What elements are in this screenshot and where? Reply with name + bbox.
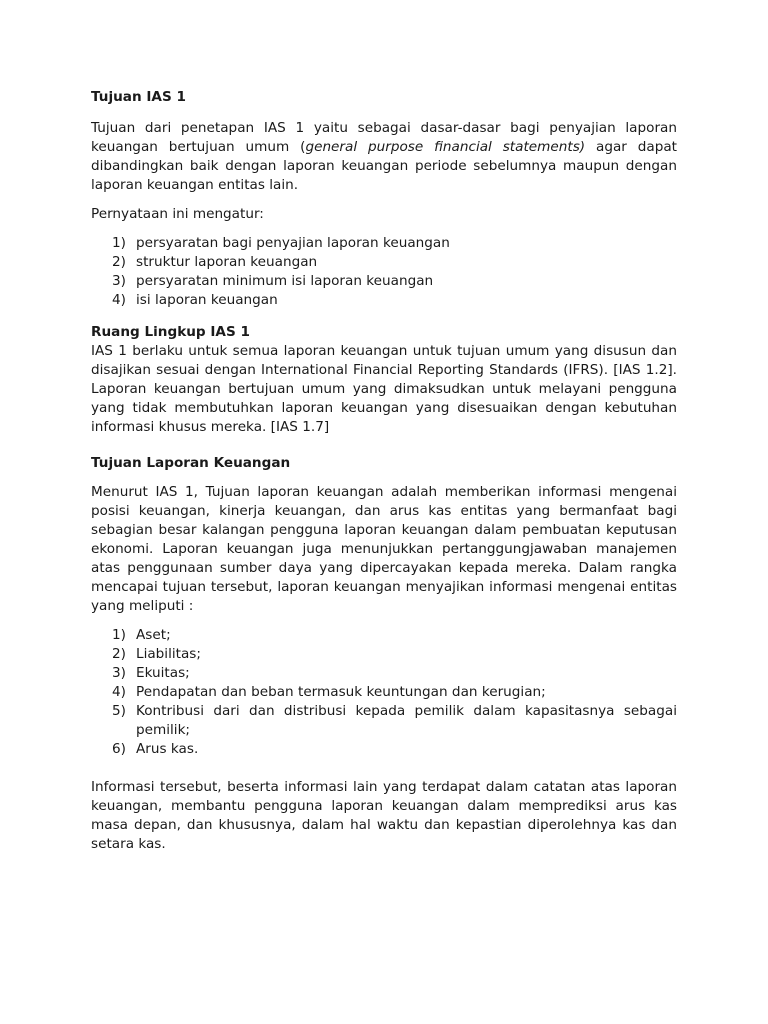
list-item-text: Kontribusi dari dan distribusi kepada pemilik dalam kapasitasnya sebagai pemilik; (136, 703, 677, 738)
list-item-text: persyaratan minimum isi laporan keuangan (136, 273, 434, 289)
list-item (91, 626, 677, 645)
list-item-text: Pendapatan dan beban termasuk keuntungan dan kerugian; (136, 684, 546, 700)
list-item-text: persyaratan bagi penyajian laporan keuangan (136, 235, 450, 251)
list-item-text: Arus kas. (136, 741, 199, 757)
list-item-number: 1) (112, 627, 126, 643)
document-page (91, 88, 677, 854)
paragraph-text: agar dapat dibandingkan baik dengan laporan keuangan periode sebelumnya maupun dengan laporan keuangan entitas lain. (91, 139, 677, 193)
paragraph-tujuan-ias-1 (91, 119, 677, 195)
list-item-number: 4) (112, 684, 126, 700)
paragraph-ruang-lingkup: IAS 1 berlaku untuk semua laporan keuangan untuk tujuan umum yang disusun dan disajikan sesuai dengan International Financial Reporting Standards (IFRS). [IAS 1.2]. Laporan keuangan bertujuan umum yang dimaksudkan untuk melayani pengguna yang tidak membutuhkan laporan keuangan yang disesuaikan dengan kebutuhan informasi khusus mereka. [IAS 1.7] (91, 343, 677, 435)
list-item-number: 3) (112, 665, 126, 681)
list-item-number: 2) (112, 646, 126, 662)
list-item (91, 272, 677, 291)
list-item-text: Liabilitas; (136, 646, 201, 662)
paragraph-closing: Informasi tersebut, beserta informasi lain yang terdapat dalam catatan atas laporan keuangan, membantu pengguna laporan keuangan dalam memprediksi arus kas masa depan, dan khususnya, dalam hal waktu dan kepastian diperolehnya kas dan setara kas. (91, 779, 677, 852)
list-item (91, 291, 677, 310)
heading-ruang-lingkup: Ruang Lingkup IAS 1 (91, 324, 250, 340)
list-item (91, 664, 677, 683)
list-item-number: 6) (112, 741, 126, 757)
list-item (91, 683, 677, 702)
list-informasi-entitas (91, 626, 677, 759)
paragraph-intro: Pernyataan ini mengatur: (91, 206, 264, 222)
list-item (91, 740, 677, 759)
list-item (91, 702, 677, 740)
paragraph-tujuan-laporan: Menurut IAS 1, Tujuan laporan keuangan adalah memberikan informasi mengenai posisi keuangan, kinerja keuangan, dan arus kas entitas yang bermanfaat bagi sebagian besar kalangan pengguna laporan keuangan dalam pembuatan keputusan ekonomi. Laporan keuangan juga menunjukkan pertanggungjawaban manajemen atas penggunaan sumber daya yang dipercayakan kepada mereka. Dalam rangka mencapai tujuan tersebut, laporan keuangan menyajikan informasi mengenai entitas yang meliputi : (91, 484, 677, 614)
list-item (91, 234, 677, 253)
list-item-number: 2) (112, 254, 126, 270)
heading-tujuan-laporan-keuangan: Tujuan Laporan Keuangan (91, 455, 291, 471)
list-pernyataan (91, 234, 677, 310)
paragraph-italic-term: general purpose financial statements) (305, 139, 586, 155)
list-item-number: 1) (112, 235, 126, 251)
list-item (91, 645, 677, 664)
list-item (91, 253, 677, 272)
list-item-number: 5) (112, 703, 126, 719)
list-item-number: 4) (112, 292, 126, 308)
heading-tujuan-ias-1: Tujuan IAS 1 (91, 89, 186, 105)
list-item-text: Aset; (136, 627, 171, 643)
paragraph-text: Tujuan dari penetapan IAS 1 yaitu sebagai dasar-dasar bagi penyajian laporan keuangan bertujuan umum ( (91, 120, 677, 155)
list-item-text: isi laporan keuangan (136, 292, 278, 308)
list-item-text: struktur laporan keuangan (136, 254, 318, 270)
list-item-text: Ekuitas; (136, 665, 190, 681)
list-item-number: 3) (112, 273, 126, 289)
